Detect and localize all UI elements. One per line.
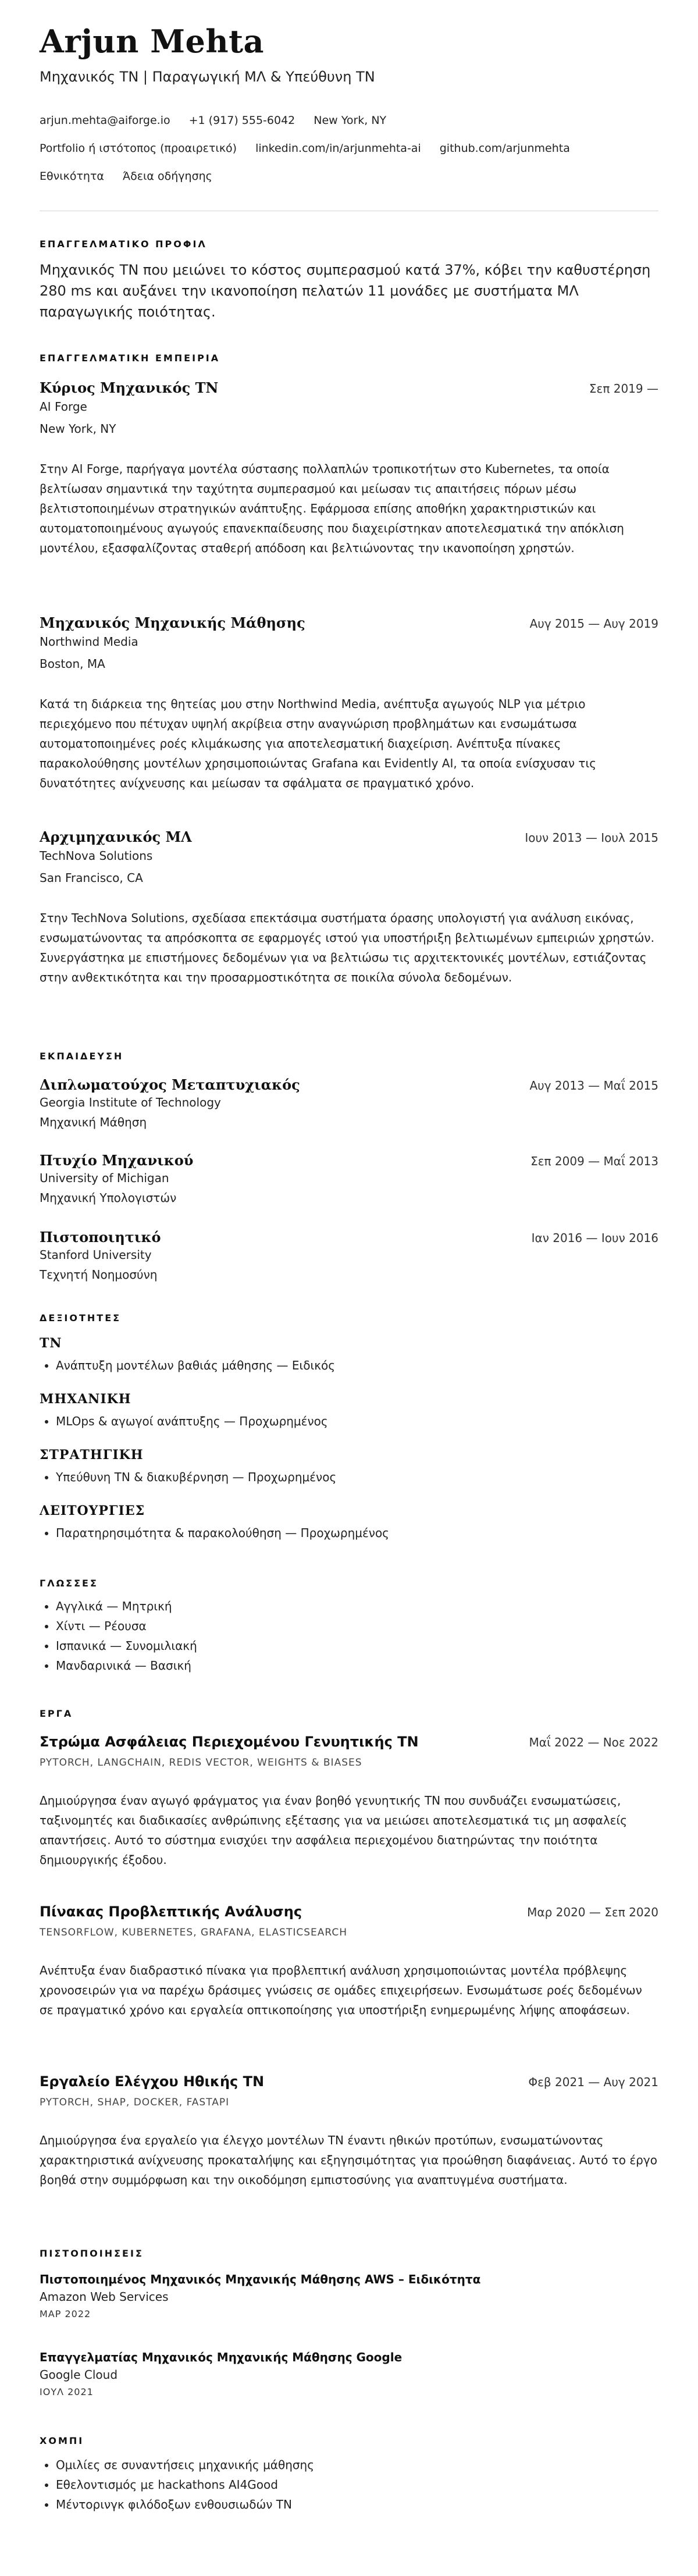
languages-list <box>40 1596 658 1675</box>
candidate-name: Arjun Mehta <box>40 23 265 60</box>
school-name: Georgia Institute of Technology <box>40 1095 221 1109</box>
job-title: Αρχιμηχανικός ΜΛ <box>40 828 192 845</box>
projects-section-title: ΕΡΓΑ <box>40 1708 73 1719</box>
degree-title: Πτυχίο Μηχανικού <box>40 1152 194 1169</box>
project-tech: PYTORCH, LANGCHAIN, REDIS VECTOR, WEIGHTS & BIASES <box>40 1757 362 1769</box>
project-title: Πίνακας Προβλεπτικής Ανάλυσης <box>40 1903 302 1920</box>
job-description: Κατά τη διάρκεια της θητείας μου στην Northwind Media, ανέπτυξα αγωγούς NLP για μέτριο περιεχόμενο που πέτυχαν υψηλή ακρίβεια στην αναγνώριση προβλημάτων και ενσωμάτωσα αυτοματοποιημένες ροές κλιμάκωσης για αποτελεσματική διαχείριση. Ανέπτυξα πίνακες παρακολούθησης μοντέλων χρησιμοποιώντας Grafana και Evidently AI, τα οποία ενίσχυσαν τις δυνατότητες ανίχνευσης και μείωσαν τα σφάλματα σε πραγματικό χρόνο. <box>40 697 596 790</box>
license-text: Άδεια οδήγησης <box>122 170 212 183</box>
job-description: Στην AI Forge, παρήγαγα μοντέλα σύστασης πολλαπλών τροπικοτήτων στο Kubernetes, τα οποία βελτίωσαν σημαντικά την ταχύτητα συμπερασμού και μείωσαν τις απαιτήσεις πόρων μέσω βελτιστοποιημένων στρατηγικών ανάπτυξης. Εφάρμοσα επίσης αποθήκη χαρακτηριστικών και αυτοματοποιημένους αγωγούς επανεκπαίδευσης που διαχειρίστηκαν αποτελεσματικά την απόκλιση μοντέλου, εξασφαλίζοντας σταθερή απόδοση και βελτιώνοντας την ικανοποίηση χρηστών. <box>40 462 624 555</box>
job-title: Μηχανικός Μηχανικής Μάθησης <box>40 614 305 631</box>
certification-entry <box>40 2350 658 2397</box>
job-entry <box>40 379 658 558</box>
education-section-title: ΕΚΠΑΙΔΕΥΣΗ <box>40 1051 124 1062</box>
profile-section-title: ΕΠΑΓΓΕΛΜΑΤΙΚΟ ΠΡΟΦΙΛ <box>40 239 207 250</box>
location-text: New York, NY <box>314 114 387 127</box>
github-link[interactable]: github.com/arjunmehta <box>439 142 570 155</box>
resume-header <box>40 23 658 85</box>
contact-row-3 <box>40 170 658 183</box>
skills-section-title: ΔΕΞΙΟΤΗΤΕΣ <box>40 1312 122 1323</box>
skill-group <box>40 1336 658 1375</box>
project-description: Δημιούργησα έναν αγωγό φράγματος για έναν βοηθό γενυητικής ΤΝ που συνδυάζει ενσωματώσεις, ταξινομητές και διαδικασίες ανθρώπινης εξέτασης για να μειώσει αποτελεσματικά τις μη ασφαλείς απαντήσεις. Αυτό το σύστημα ενισχύει την ασφάλεια περιεχομένου διατηρώντας την ποιότητα δημιουργικής έξοδου. <box>40 1794 627 1867</box>
study-field: Μηχανική Μάθηση <box>40 1115 147 1129</box>
hobby-item: • Μέντορινγκ φιλόδοξων ενθουσιωδών ΤΝ <box>56 2495 658 2514</box>
certification-title: Επαγγελματίας Μηχανικός Μηχανικής Μάθησης Google <box>40 2350 403 2364</box>
language-item: • Χίντι — Ρέουσα <box>56 1616 658 1636</box>
skill-group <box>40 1392 658 1431</box>
study-field: Μηχανική Υπολογιστών <box>40 1191 177 1205</box>
job-location: Boston, MA <box>40 657 105 671</box>
skill-category: ΜΗΧΑΝΙΚΗ <box>40 1392 131 1407</box>
job-dates: Σεπ 2019 — <box>589 382 658 396</box>
job-company: TechNova Solutions <box>40 849 153 863</box>
education-entry <box>40 1076 658 1129</box>
skill-category: ΛΕΙΤΟΥΡΓΙΕΣ <box>40 1503 145 1518</box>
hobby-item: • Ομιλίες σε συναντήσεις μηχανικής μάθησης <box>56 2455 658 2475</box>
language-item: • Αγγλικά — Μητρική <box>56 1596 658 1616</box>
job-entry <box>40 614 658 793</box>
candidate-subtitle: Μηχανικός ΤΝ | Παραγωγική ΜΛ & Υπεύθυνη ΤΝ <box>40 69 375 86</box>
education-dates: Ιαν 2016 — Ιουν 2016 <box>531 1231 658 1245</box>
certification-date: ΙΟΥΛ 2021 <box>40 2386 94 2397</box>
job-location: San Francisco, CA <box>40 871 143 885</box>
education-dates: Αυγ 2013 — Μαΐ 2015 <box>529 1079 658 1093</box>
study-field: Τεχνητή Νοημοσύνη <box>40 1268 158 1282</box>
project-dates: Μαρ 2020 — Σεπ 2020 <box>527 1905 658 1919</box>
hobby-item: • Εθελοντισμός με hackathons AI4Good <box>56 2475 658 2495</box>
contact-row-2 <box>40 142 658 155</box>
project-entry <box>40 2073 658 2190</box>
project-title: Εργαλείο Ελέγχου Ηθικής ΤΝ <box>40 2073 265 2090</box>
certification-issuer: Amazon Web Services <box>40 2290 169 2304</box>
education-entry <box>40 1152 658 1205</box>
certification-issuer: Google Cloud <box>40 2368 118 2382</box>
skill-group <box>40 1447 658 1487</box>
skill-category: ΤΝ <box>40 1336 62 1351</box>
project-description: Ανέπτυξα έναν διαδραστικό πίνακα για προβλεπτική ανάλυση χρησιμοποιώντας μοντέλα πρόβλεψης χρονοσειρών για να παρέχω δράσιμες γνώσεις σε ομάδες επιχειρήσεων. Ενσωμάτωσε ροές δεδομένων σε πραγματικό χρόνο και εργαλεία οπτικοποίησης για υποστήριξη ενημερωμένης λήψης αποφάσεων. <box>40 1963 642 2017</box>
job-location: New York, NY <box>40 422 116 436</box>
hobbies-list <box>40 2455 658 2514</box>
language-item: • Μανδαρινικά — Βασική <box>56 1656 658 1675</box>
job-company: Northwind Media <box>40 635 138 649</box>
nationality-text: Εθνικότητα <box>40 170 104 183</box>
skill-item: • Ανάπτυξη μοντέλων βαθιάς μάθησης — Ειδικός <box>56 1355 658 1375</box>
certification-entry <box>40 2272 658 2319</box>
languages-section-title: ΓΛΩΣΣΕΣ <box>40 1578 98 1589</box>
project-dates: Μαΐ 2022 — Νοε 2022 <box>529 1735 658 1749</box>
email-link[interactable]: arjun.mehta@aiforge.io <box>40 114 170 127</box>
project-description: Δημιούργησα ένα εργαλείο για έλεγχο μοντέλων ΤΝ έναντι ηθικών προτύπων, ενσωματώνοντας χαρακτηριστικά ανίχνευσης προκαταλήψης και εξηγησιμότητας για προώθηση διαφάνειας. Αυτό το έργο βοηθά στην συμμόρφωση και την οικοδόμηση εμπιστοσύνης για αναπτυγμένα συστήματα. <box>40 2133 657 2187</box>
skill-group <box>40 1503 658 1543</box>
project-title: Στρώμα Ασφάλειας Περιεχομένου Γενυητικής ΤΝ <box>40 1734 419 1750</box>
project-dates: Φεβ 2021 — Αυγ 2021 <box>528 2075 658 2089</box>
education-dates: Σεπ 2009 — Μαΐ 2013 <box>530 1154 658 1168</box>
project-tech: TENSORFLOW, KUBERNETES, GRAFANA, ELASTICSEARCH <box>40 1927 347 1938</box>
school-name: Stanford University <box>40 1248 152 1262</box>
contact-row-1 <box>40 114 658 127</box>
skill-item: • Υπεύθυνη ΤΝ & διακυβέρνηση — Προχωρημένος <box>56 1467 658 1487</box>
phone-text: +1 (917) 555-6042 <box>188 114 295 127</box>
certification-date: ΜΑΡ 2022 <box>40 2308 91 2319</box>
portfolio-link[interactable]: Portfolio ή ιστότοπος (προαιρετικό) <box>40 142 237 155</box>
hobbies-section-title: ΧΟΜΠΙ <box>40 2435 84 2446</box>
job-company: AI Forge <box>40 400 87 414</box>
job-dates: Αυγ 2015 — Αυγ 2019 <box>529 617 658 631</box>
language-item: • Ισπανικά — Συνομιλιακή <box>56 1636 658 1656</box>
skill-item: • MLOps & αγωγοί ανάπτυξης — Προχωρημένος <box>56 1411 658 1431</box>
project-entry <box>40 1734 658 1870</box>
profile-summary: Μηχανικός ΤΝ που μειώνει το κόστος συμπερασμού κατά 37%, κόβει την καθυστέρηση 280 ms και αυξάνει την ικανοποίηση πελατών 11 μονάδες με συστήματα ΜΛ παραγωγικής ποιότητας. <box>40 262 651 320</box>
degree-title: Διπλωματούχος Μεταπτυχιακός <box>40 1076 300 1093</box>
project-entry <box>40 1903 658 2020</box>
job-title: Κύριος Μηχανικός ΤΝ <box>40 379 219 396</box>
education-entry <box>40 1229 658 1282</box>
linkedin-link[interactable]: linkedin.com/in/arjunmehta-ai <box>255 142 421 155</box>
certifications-section-title: ΠΙΣΤΟΠΟΙΗΣΕΙΣ <box>40 2248 144 2259</box>
skill-category: ΣΤΡΑΤΗΓΙΚΗ <box>40 1447 144 1463</box>
certification-title: Πιστοποιημένος Μηχανικός Μηχανικής Μάθησης AWS – Ειδικότητα <box>40 2272 481 2286</box>
job-dates: Ιουν 2013 — Ιουλ 2015 <box>525 831 658 845</box>
job-description: Στην TechNova Solutions, σχεδίασα επεκτάσιμα συστήματα όρασης υπολογιστή για ανάλυση εικόνας, ενσωματώνοντας τα απρόσκοπτα σε εφαρμογές ιστού για υποστήριξη βελτιωμένων εμπειριών χρηστών. Συνεργάστηκα με επιστήμονες δεδομένων για να βελτιώσω τις αρχιτεκτονικές μοντέλων, εστιάζοντας στην ανθεκτικότητα και την προσαρμοστικότητα σε ποικίλα σύνολα δεδομένων. <box>40 911 654 984</box>
school-name: University of Michigan <box>40 1171 169 1185</box>
project-tech: PYTORCH, SHAP, DOCKER, FASTAPI <box>40 2097 230 2108</box>
experience-section-title: ΕΠΑΓΓΕΛΜΑΤΙΚΗ ΕΜΠΕΙΡΙΑ <box>40 353 220 364</box>
job-entry <box>40 828 658 987</box>
skill-item: • Παρατηρησιμότητα & παρακολούθηση — Προχωρημένος <box>56 1523 658 1543</box>
degree-title: Πιστοποιητικό <box>40 1229 161 1246</box>
